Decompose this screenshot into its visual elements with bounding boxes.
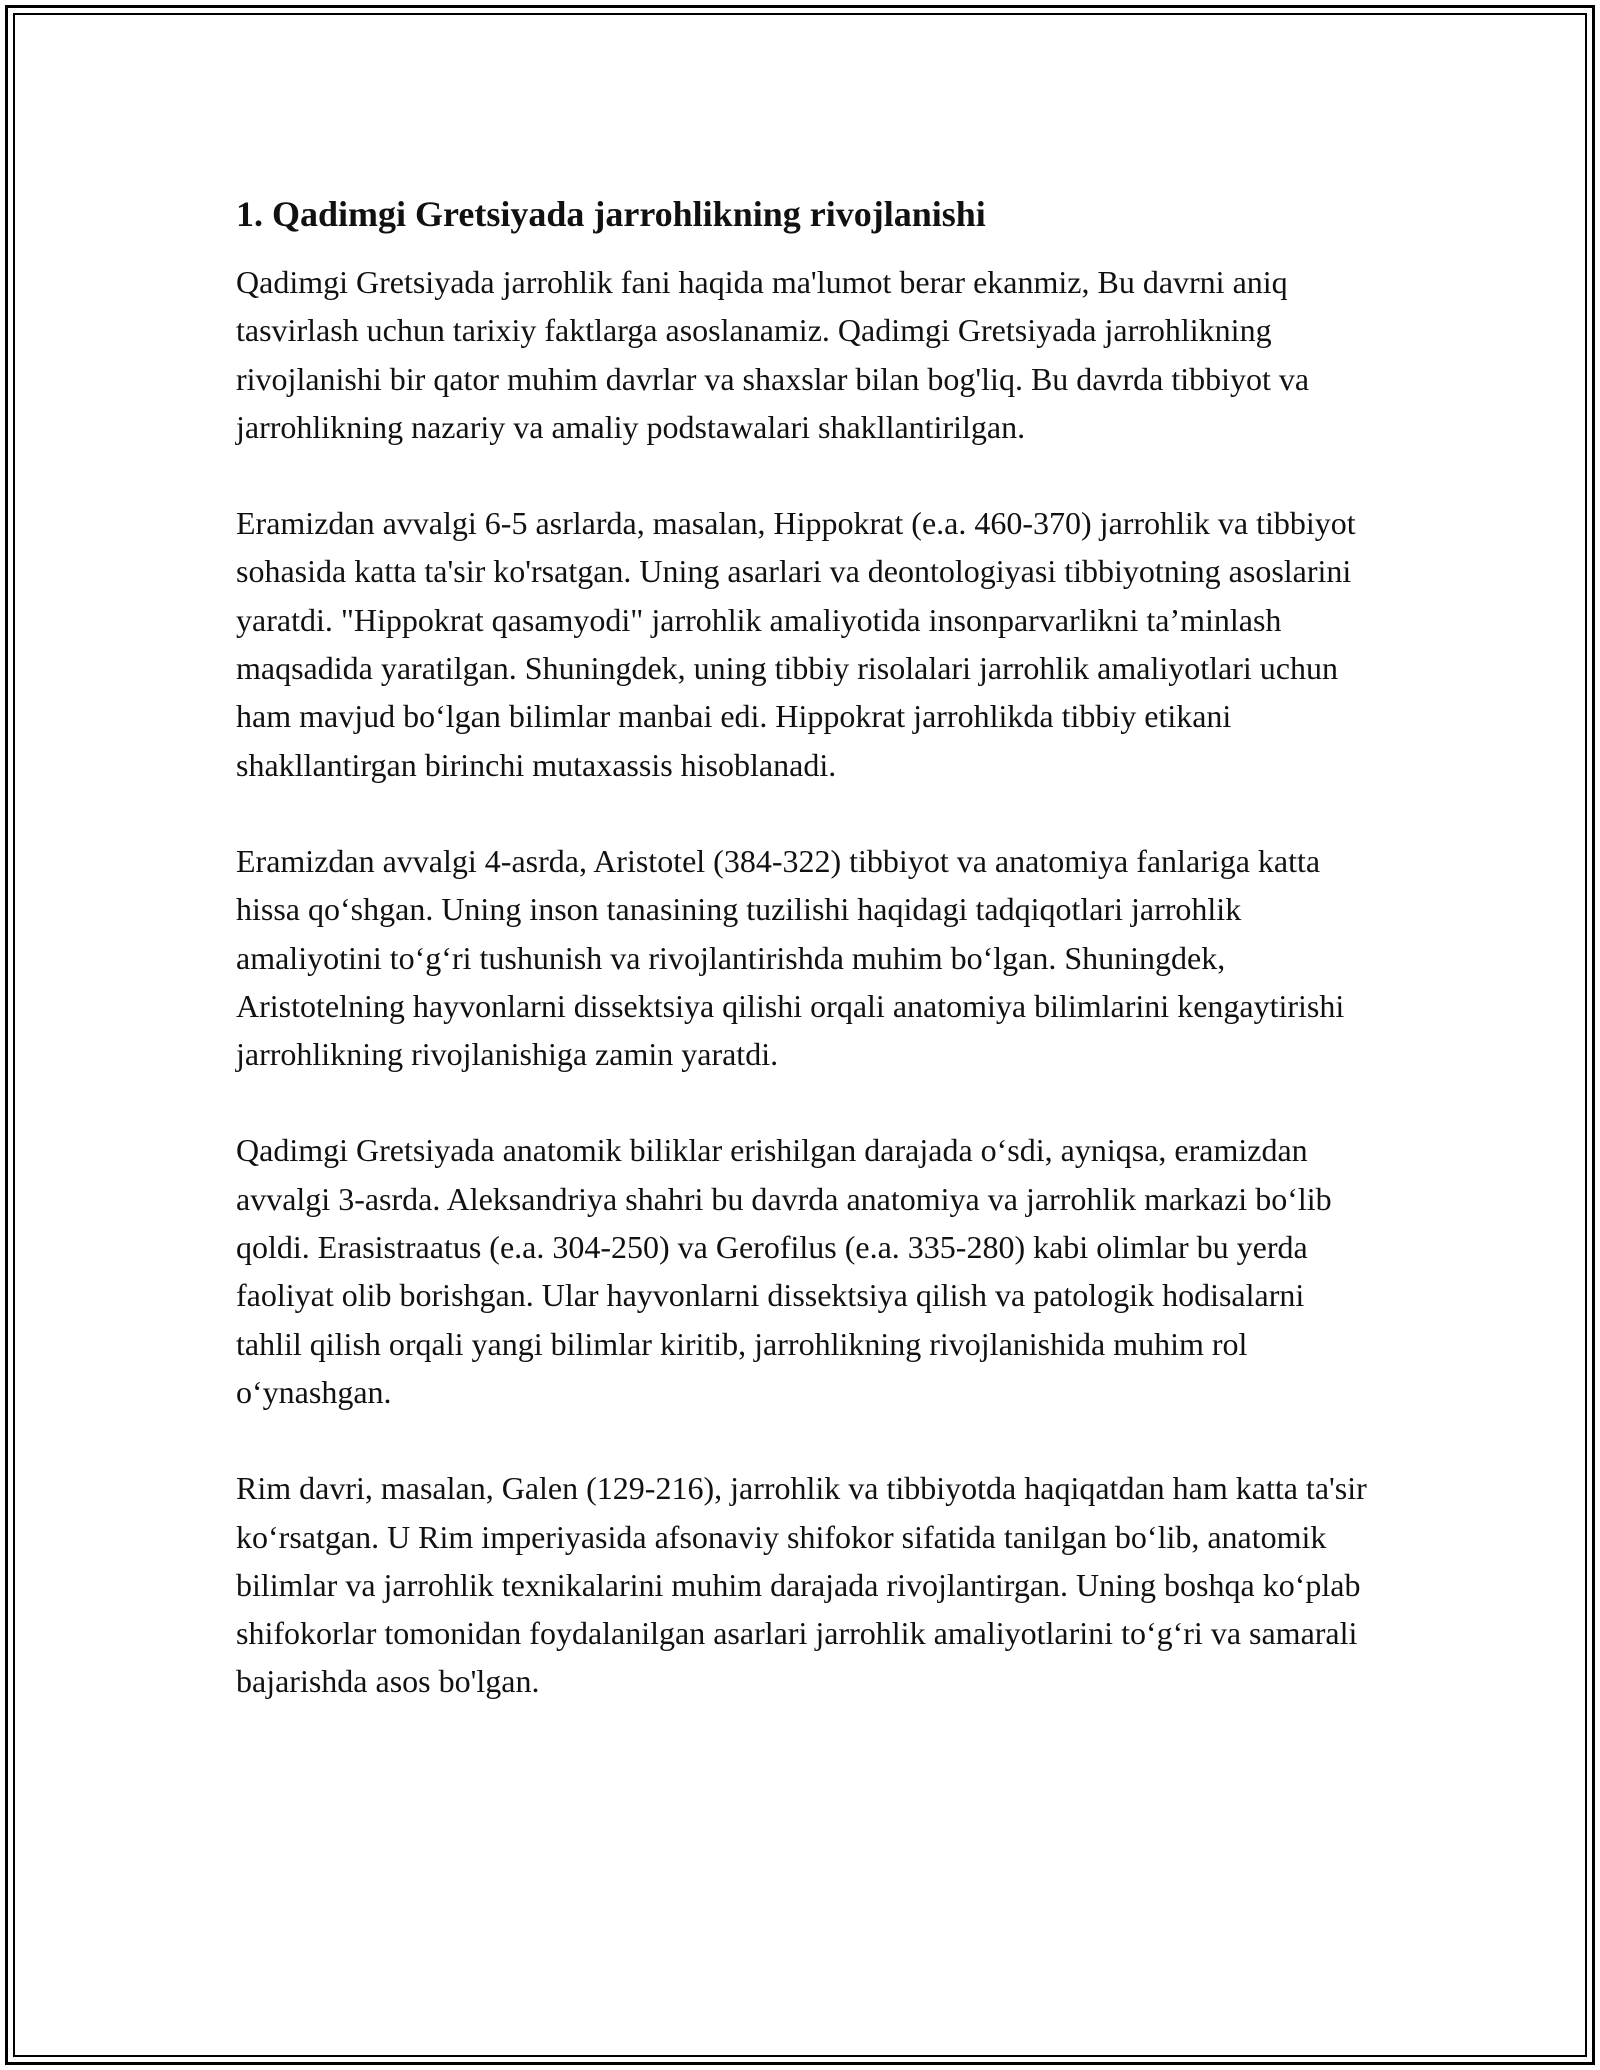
paragraph-intro: Qadimgi Gretsiyada jarrohlik fani haqida ma'lumot berar ekanmiz, Bu davrni aniq tasvirlash uchun tarixiy faktlarga asoslanamiz. Qadimgi Gretsiyada jarrohlikning rivojlanishi bir qator muhim davrlar va shaxslar bilan bog'liq. Bu davrda tibbiyot va jarrohlikning nazariy va amaliy podstawalari shakllantirilgan.: [236, 264, 1310, 445]
document-title: 1. Qadimgi Gretsiyada jarrohlikning rivojlanishi: [236, 194, 986, 234]
paragraph-aleksandriya: Qadimgi Gretsiyada anatomik biliklar erishilgan darajada oʻsdi, ayniqsa, eramizdan avvalgi 3-asrda. Aleksandriya shahri bu davrda anatomiya va jarrohlik markazi boʻlib qoldi. Erasistraatus (e.a. 304-250) va Gerofilus (e.a. 335-280) kabi olimlar bu yerda faoliyat olib borishgan. Ular hayvonlarni dissektsiya qilish va patologik hodisalarni tahlil qilish orqali yangi bilimlar kiritib, jarrohlikning rivojlanishida muhim rol oʻynashgan.: [236, 1132, 1332, 1410]
paragraph-hippokrat: Eramizdan avvalgi 6-5 asrlarda, masalan, Hippokrat (e.a. 460-370) jarrohlik va tibbiyot sohasida katta ta'sir ko'rsatgan. Uning asarlari va deontologiyasi tibbiyotning asoslarini yaratdi. "Hippokrat qasamyodi" jarrohlik amaliyotida insonparvarlikni ta’minlash maqsadida yaratilgan. Shuningdek, uning tibbiy risolalari jarrohlik amaliyotlari uchun ham mavjud boʻlgan bilimlar manbai edi. Hippokrat jarrohlikda tibbiy etikani shakllantirgan birinchi mutaxassis hisoblanadi.: [236, 505, 1356, 783]
paragraph-aristotel: Eramizdan avvalgi 4-asrda, Aristotel (384-322) tibbiyot va anatomiya fanlariga katta hissa qoʻshgan. Uning inson tanasining tuzilishi haqidagi tadqiqotlari jarrohlik amaliyotini toʻgʻri tushunish va rivojlantirishda muhim boʻlgan. Shuningdek, Aristotelning hayvonlarni dissektsiya qilishi orqali anatomiya bilimlarini kengaytirishi jarrohlikning rivojlanishiga zamin yaratdi.: [236, 842, 1345, 1073]
paragraph-galen: Rim davri, masalan, Galen (129-216), jarrohlik va tibbiyotda haqiqatdan ham katta ta'sir koʻrsatgan. U Rim imperiyasida afsonaviy shifokor sifatida tanilgan boʻlib, anatomik bilimlar va jarrohlik texnikalarini muhim darajada rivojlantirgan. Uning boshqa koʻplab shifokorlar tomonidan foydalanilgan asarlari jarrohlik amaliyotlarini toʻgʻri va samarali bajarishda asos bo'lgan.: [236, 1470, 1367, 1700]
document-body: [236, 188, 1376, 1754]
